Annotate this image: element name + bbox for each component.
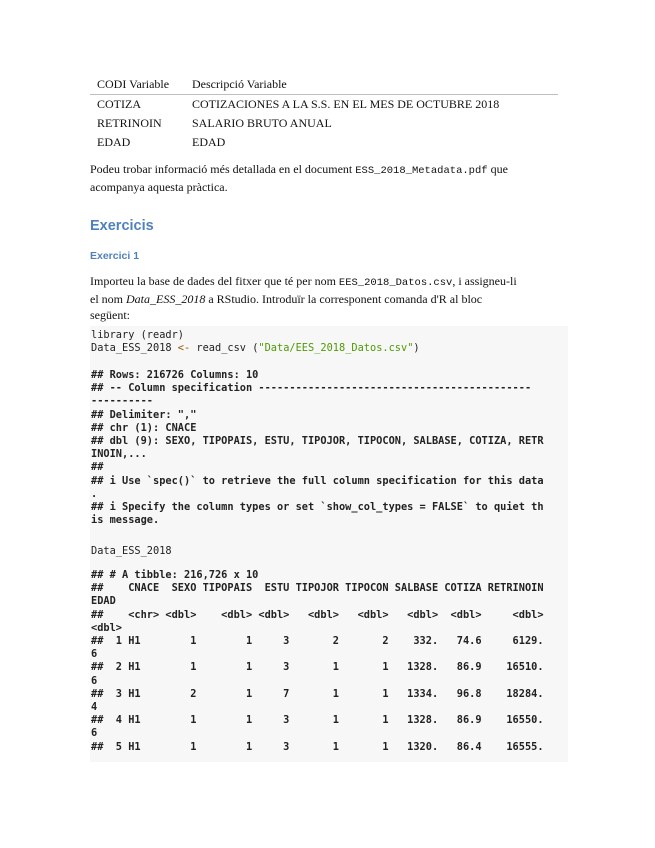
para-text: el nom bbox=[90, 292, 126, 306]
output-line: 6 bbox=[91, 727, 98, 740]
code-output-1 bbox=[91, 369, 544, 527]
output-line: ## chr (1): CNACE bbox=[91, 421, 197, 434]
output-line: ## 5 H1 1 1 3 1 1 1320. 86.4 16555. bbox=[91, 740, 544, 753]
metadata-filename: ESS_2018_Metadata.pdf bbox=[355, 165, 488, 177]
para-text: Podeu trobar informació més detallada en el document bbox=[90, 162, 356, 176]
output-line: ## 3 H1 2 1 7 1 1 1334. 96.8 18284. bbox=[91, 687, 544, 700]
output-line: 6 bbox=[91, 648, 98, 661]
output-line: ## dbl (9): SEXO, TIPOPAIS, ESTU, TIPOJOR, TIPOCON, SALBASE, COTIZA, RETR bbox=[91, 435, 544, 448]
para-text: acompanya aquesta pràctica. bbox=[90, 180, 228, 194]
cell-description: SALARIO BRUTO ANUAL bbox=[192, 116, 332, 130]
cell-description: COTIZACIONES A LA S.S. EN EL MES DE OCTUBRE 2018 bbox=[192, 97, 500, 111]
cell-code: RETRINOIN bbox=[97, 116, 162, 130]
output-line: is message. bbox=[91, 514, 160, 527]
output-line: 6 bbox=[91, 674, 98, 687]
output-line: ## bbox=[91, 461, 104, 474]
variables-table bbox=[90, 74, 558, 152]
table-header-row bbox=[90, 74, 558, 95]
code-token: <- bbox=[177, 342, 191, 355]
table-row bbox=[90, 133, 558, 152]
output-line: ## Delimiter: "," bbox=[91, 408, 197, 421]
header-descripcio: Descripció Variable bbox=[192, 76, 287, 91]
dataset-name: Data_ESS_2018 bbox=[126, 292, 206, 306]
cell-code: EDAD bbox=[97, 135, 131, 149]
output-line: ## <chr> <dbl> <dbl> <dbl> <dbl> <dbl> <dbl> <dbl> <dbl> bbox=[91, 608, 544, 621]
para-text: , i assigneu-li bbox=[452, 274, 517, 288]
output-line: ## 2 H1 1 1 3 1 1 1328. 86.9 16510. bbox=[91, 661, 544, 674]
cell-code: COTIZA bbox=[97, 97, 141, 111]
code-string: "Data/EES_2018_Datos.csv" bbox=[258, 342, 414, 355]
output-line: ## i Specify the column types or set `show_col_types = FALSE` to quiet th bbox=[91, 501, 544, 514]
table-row bbox=[90, 114, 558, 133]
data-filename: EES_2018_Datos.csv bbox=[338, 277, 453, 289]
cell-description: EDAD bbox=[192, 135, 226, 149]
para-text: que bbox=[487, 162, 508, 176]
code-block-2: Data_ESS_2018 bbox=[91, 545, 172, 557]
header-codi: CODI Variable bbox=[97, 76, 170, 91]
code-line: library (readr) bbox=[91, 329, 184, 341]
code-token: Data_ESS_2018 bbox=[91, 342, 178, 355]
para-text: Importeu la base de dades del fitxer que té per nom bbox=[90, 274, 339, 288]
metadata-paragraph bbox=[90, 161, 568, 195]
output-line: . bbox=[91, 487, 98, 500]
para-text: a RStudio. Introduïr la corresponent comanda d'R al bloc bbox=[205, 292, 483, 306]
code-token: ) bbox=[413, 342, 420, 355]
table-row bbox=[90, 95, 558, 114]
output-line: ## # A tibble: 216,726 x 10 bbox=[91, 569, 259, 581]
code-output-2 bbox=[91, 569, 544, 754]
output-line: <dbl> bbox=[91, 621, 122, 634]
output-line: ---------- bbox=[91, 395, 153, 408]
output-line: EDAD bbox=[91, 595, 116, 608]
code-token: read_csv ( bbox=[190, 342, 259, 355]
output-line: ## i Use `spec()` to retrieve the full column specification for this data bbox=[91, 474, 544, 487]
section-title: Exercicis bbox=[90, 218, 154, 234]
output-line: ## -- Column specification -------------------------------------------- bbox=[91, 382, 532, 395]
para-text: següent: bbox=[90, 308, 130, 322]
output-line: ## 1 H1 1 1 3 2 2 332. 74.6 6129. bbox=[91, 635, 544, 648]
exercise-instructions bbox=[90, 273, 568, 323]
output-line: INOIN,... bbox=[91, 448, 147, 461]
output-line: ## CNACE SEXO TIPOPAIS ESTU TIPOJOR TIPOCON SALBASE COTIZA RETRINOIN bbox=[91, 582, 544, 595]
output-line: 4 bbox=[91, 701, 98, 714]
code-block-1 bbox=[91, 329, 420, 355]
output-line: ## Rows: 216726 Columns: 10 bbox=[91, 369, 259, 381]
subsection-title: Exercici 1 bbox=[90, 250, 140, 262]
output-line: ## 4 H1 1 1 3 1 1 1328. 86.9 16550. bbox=[91, 714, 544, 727]
